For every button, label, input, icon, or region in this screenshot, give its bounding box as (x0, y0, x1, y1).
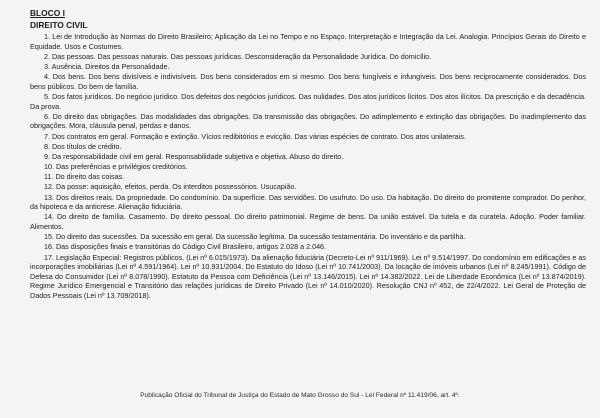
topic-item: 2. Das pessoas. Das pessoas naturais. Das pessoas jurídicas. Desconsideração da Personalidade Jurídica. Do domicílio. (44, 51, 432, 61)
topic-item: 6. Do direito das obrigações. Das modalidades das obrigações. Da transmissão das obrigações. Do adimplemento e extinção das obrigações. Do inadimplemento das obrigações. Mora, cláusula penal, perdas e danos. (30, 111, 586, 131)
topic-item: 3. Ausência. Direitos da Personalidade. (44, 61, 170, 71)
topic-item: 12. Da posse: aquisição, efeitos, perda. Os interditos possessórios. Usucapião. (44, 182, 297, 192)
topic-list (30, 32, 586, 301)
topic-item: 1. Lei de Introdução às Normas do Direito Brasileiro; Aplicação da Lei no Tempo e no Espaço. Interpretação e Integração da Lei. Analogia. Princípios Gerais do Direito e Equidade. Usos e Costumes. (30, 32, 586, 51)
topic-item: 10. Das preferências e privilégios creditórios. (44, 162, 188, 172)
topic-item: 4. Dos bens. Dos bens divisíveis e indivisíveis. Dos bens considerados em si mesmo. Dos bens fungíveis e infungíveis. Dos bens reciprocamente considerados. Dos bens públicos. Do bem de família. (30, 72, 586, 91)
publication-footer: Publicação Oficial do Tribunal de Justiça do Estado de Mato Grosso do Sul - Lei Federal nº 11.419/06, art. 4º. (140, 392, 460, 399)
topic-item: 14. Do direito de família. Casamento. Do direito pessoal. Do direito patrimonial. Regime de bens. Da união estável. Da tutela e da curatela. Adoção. Poder familiar. Alimentos. (30, 212, 586, 231)
section-title: DIREITO CIVIL (30, 20, 88, 30)
block-title: BLOCO I (30, 8, 65, 18)
topic-item: 15. Do direito das sucessões. Da sucessão em geral. Da sucessão legítima. Da sucessão testamentária. Do inventário e da partilha. (44, 232, 466, 242)
topic-item: 8. Dos títulos de crédito. (44, 141, 122, 151)
topic-item: 16. Das disposições finais e transitórias do Código Civil Brasileiro, artigos 2.028 a 2.046. (44, 242, 327, 252)
topic-item: 5. Dos fatos jurídicos. Do negócio jurídico. Dos defeitos dos negócios jurídicos. Das nulidades. Dos atos jurídicos lícitos. Dos atos ilícitos. Da prescrição e da decadência. Da prova. (30, 91, 586, 111)
topic-item: 13. Dos direitos reais. Da propriedade. Do condomínio. Da superfície. Das servidões. Do usufruto. Do uso. Da habitação. Do direito do promitente comprador. Do penhor, da hipoteca e da anticrese. Alienação fiduciária. (30, 192, 586, 212)
topic-item: 11. Do direito das coisas. (44, 172, 125, 182)
topic-item: 9. Da responsabilidade civil em geral. Responsabilidade subjetiva e objetiva. Abuso do direito. (44, 151, 344, 161)
topic-item: 7. Dos contratos em geral. Formação e extinção. Vícios redibitórios e evicção. Das várias espécies de contrato. Dos atos unilaterais. (44, 131, 466, 141)
topic-item: 17. Legislação Especial: Registros públicos. (Lei nº 6.015/1973). Da alienação fiduciária (Decreto-Lei nº 911/1969). Lei nº 9.514/1997. Do condomínio em edificações e as incorporações imobiliárias (Lei nº 4.591/1964). Lei nº 10.931/2004. Do Estatuto do Idoso (Lei nº 10.741/2003). Da locação de imóveis urbanos (Lei nº 8.245/1991). Código de Defesa do Consumidor (Lei nº 8.078/1990). Estatuto da Pessoa com Deficiência (Lei nº 13.146/2015). Lei nº 14.382/2022. Lei de Liberdade Econômica (Lei nº 13.874/2019). Regime Jurídico Emergencial e Transitório das relações jurídicas de Direito Privado (Lei nº 14.010/2020). Resolução CNJ nº 452, de 22/4/2022. Lei Geral de Proteção de Dados Pessoais (Lei nº 13.709/2018). (30, 252, 586, 300)
